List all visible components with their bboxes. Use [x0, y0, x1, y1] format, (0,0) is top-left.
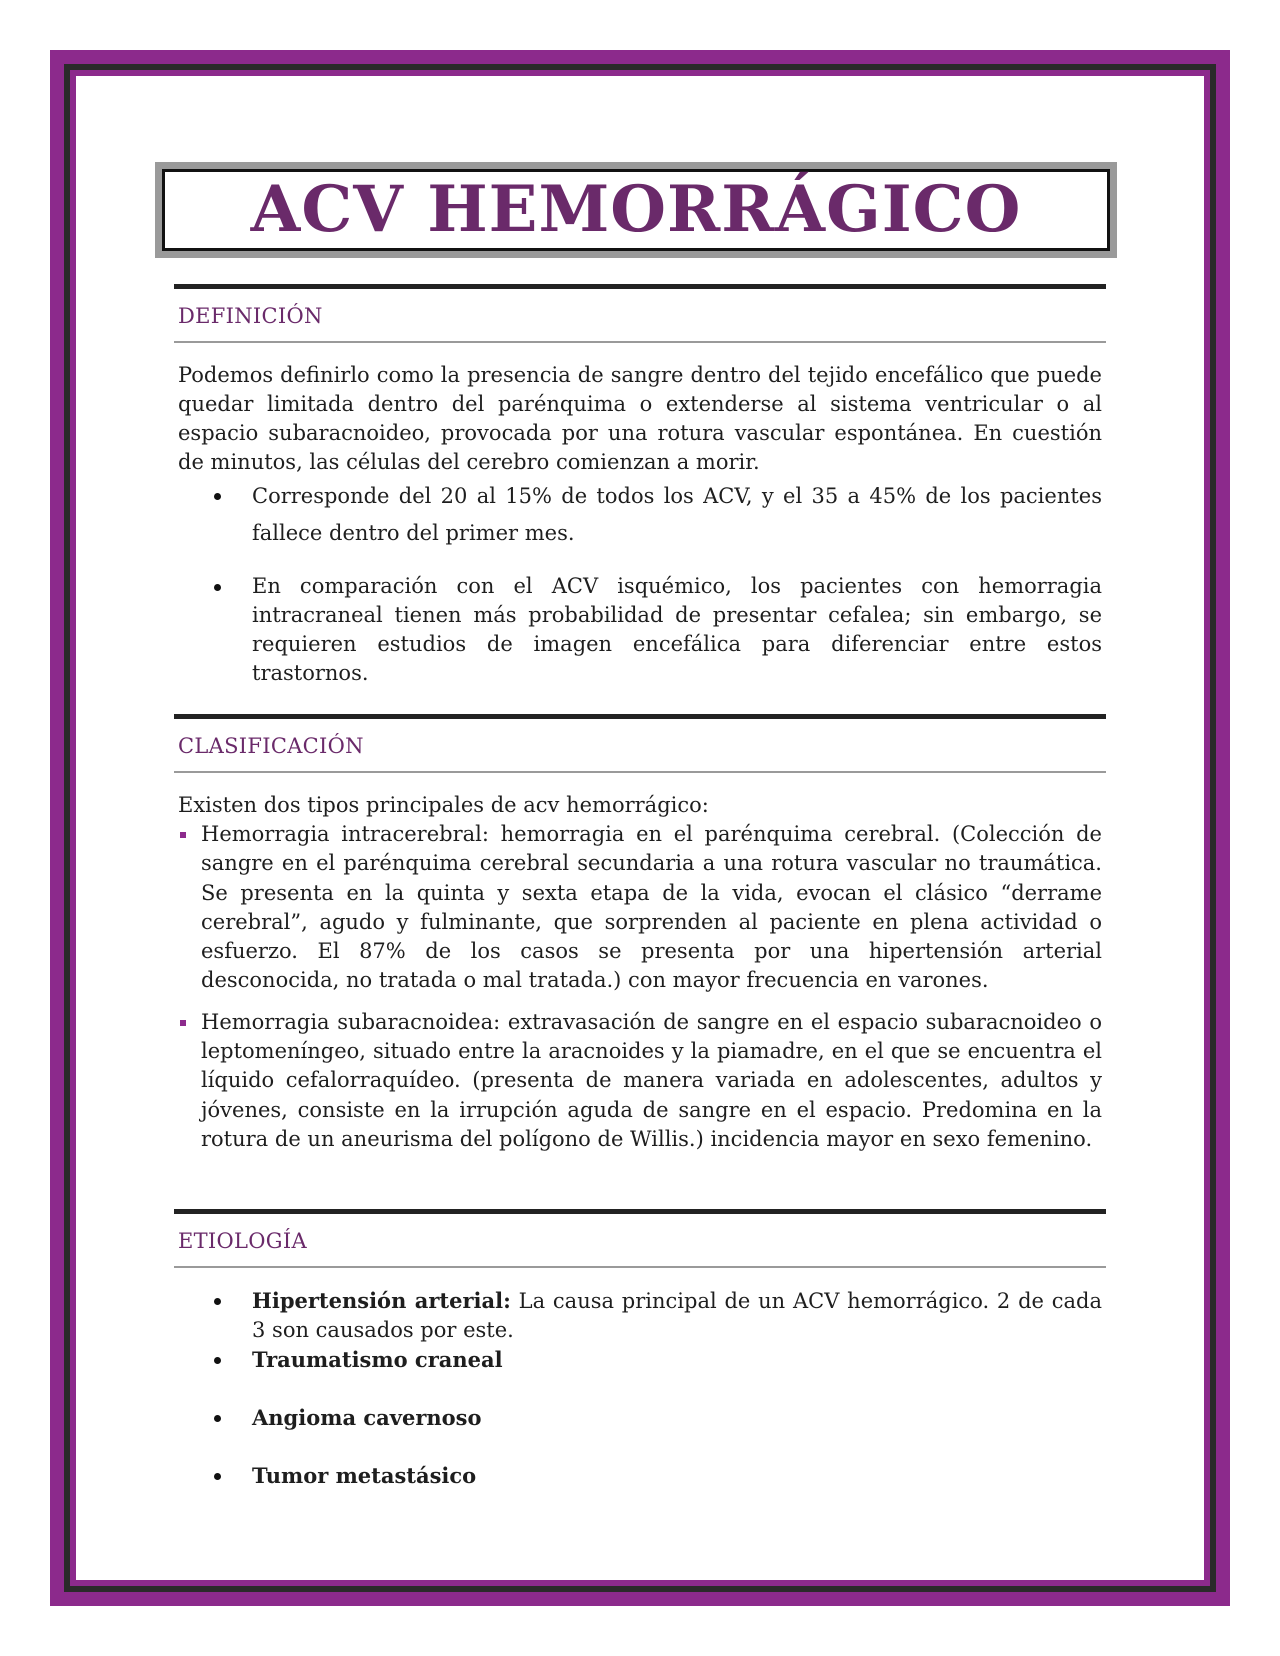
clasificacion-list	[178, 820, 1102, 1154]
list-item	[178, 1008, 1102, 1154]
list-item-text: Corresponde del 20 al 15% de todos los ACV, y el 35 a 45% de los pacientes fallece dentro del primer mes.	[252, 484, 1102, 545]
section-heading-clasificacion: CLASIFICACIÓN	[178, 734, 364, 758]
section-rule-thin	[174, 771, 1106, 773]
list-item	[178, 820, 1102, 996]
list-item-text: En comparación con el ACV isquémico, los pacientes con hemorragia intracraneal tienen más probabilidad de presentar cefalea; sin embargo, se requieren estudios de imagen encefálica para diferenciar entre estos trastornos.	[252, 574, 1102, 685]
section-rule-thick	[174, 714, 1106, 719]
list-item-term: Angioma cavernoso	[252, 1405, 482, 1430]
list-item-term: Tumor metastásico	[252, 1463, 477, 1488]
list-item-text: Hemorragia subaracnoidea: extravasación de sangre en el espacio subaracnoideo o leptomeníngeo, situado entre la aracnoides y la piamadre, en el que se encuentra el líquido cefalorraquídeo. (presenta de manera variada en adolescentes, adultos y jóvenes, consiste en la irrupción aguda de sangre en el espacio. Predomina en la rotura de un aneurisma del polígono de Willis.) incidencia mayor en sexo femenino.	[201, 1009, 1102, 1151]
section-rule-thin	[174, 1266, 1106, 1268]
title-box	[155, 162, 1117, 258]
title-frame	[162, 169, 1110, 251]
list-item	[178, 572, 1102, 688]
list-item-term: Traumatismo craneal	[252, 1347, 503, 1372]
section-heading-etiologia: ETIOLOGÍA	[178, 1229, 307, 1253]
list-item	[178, 1345, 1102, 1375]
bullet-dot-icon	[214, 584, 221, 591]
bullet-dot-icon	[214, 1415, 221, 1422]
list-item	[178, 1461, 1102, 1491]
clasificacion-intro: Existen dos tipos principales de acv hemorrágico:	[178, 793, 709, 817]
bullet-dot-icon	[214, 493, 221, 500]
bullet-dot-icon	[214, 1298, 221, 1305]
section-rule-thin	[174, 341, 1106, 343]
definicion-bullet-list	[178, 478, 1102, 688]
list-item-text: Hemorragia intracerebral: hemorragia en el parénquima cerebral. (Colección de sangre en el parénquima cerebral secundaria a una rotura vascular no traumática. Se presenta en la quinta y sexta etapa de la vida, evocan el clásico “derrame cerebral”, agudo y fulminante, que sorprenden al paciente en plena actividad o esfuerzo. El 87% de los casos se presenta por una hipertensión arterial desconocida, no tratada o mal tratada.) con mayor frecuencia en varones.	[201, 822, 1102, 993]
section-rule-thick	[174, 284, 1106, 289]
list-item	[178, 1286, 1102, 1345]
page-title: ACV HEMORRÁGICO	[250, 172, 1022, 247]
list-item	[178, 478, 1102, 552]
square-bullet-icon	[180, 1020, 186, 1026]
list-item-text: La causa principal de un ACV hemorrágico. 2 de cada 3 son causados por este.	[252, 1289, 1102, 1342]
definicion-paragraph: Podemos definirlo como la presencia de sangre dentro del tejido encefálico que puede quedar limitada dentro del parénquima o extenderse al sistema ventricular o al espacio subaracnoideo, provocada por una rotura vascular espontánea. En cuestión de minutos, las células del cerebro comienzan a morir.	[178, 363, 1102, 474]
bullet-dot-icon	[214, 1357, 221, 1364]
section-heading-definicion: DEFINICIÓN	[178, 304, 323, 328]
etiologia-list	[178, 1286, 1102, 1491]
list-item-term: Hipertensión arterial:	[252, 1288, 511, 1313]
list-item	[178, 1403, 1102, 1433]
square-bullet-icon	[180, 832, 186, 838]
section-rule-thick	[174, 1209, 1106, 1214]
bullet-dot-icon	[214, 1473, 221, 1480]
